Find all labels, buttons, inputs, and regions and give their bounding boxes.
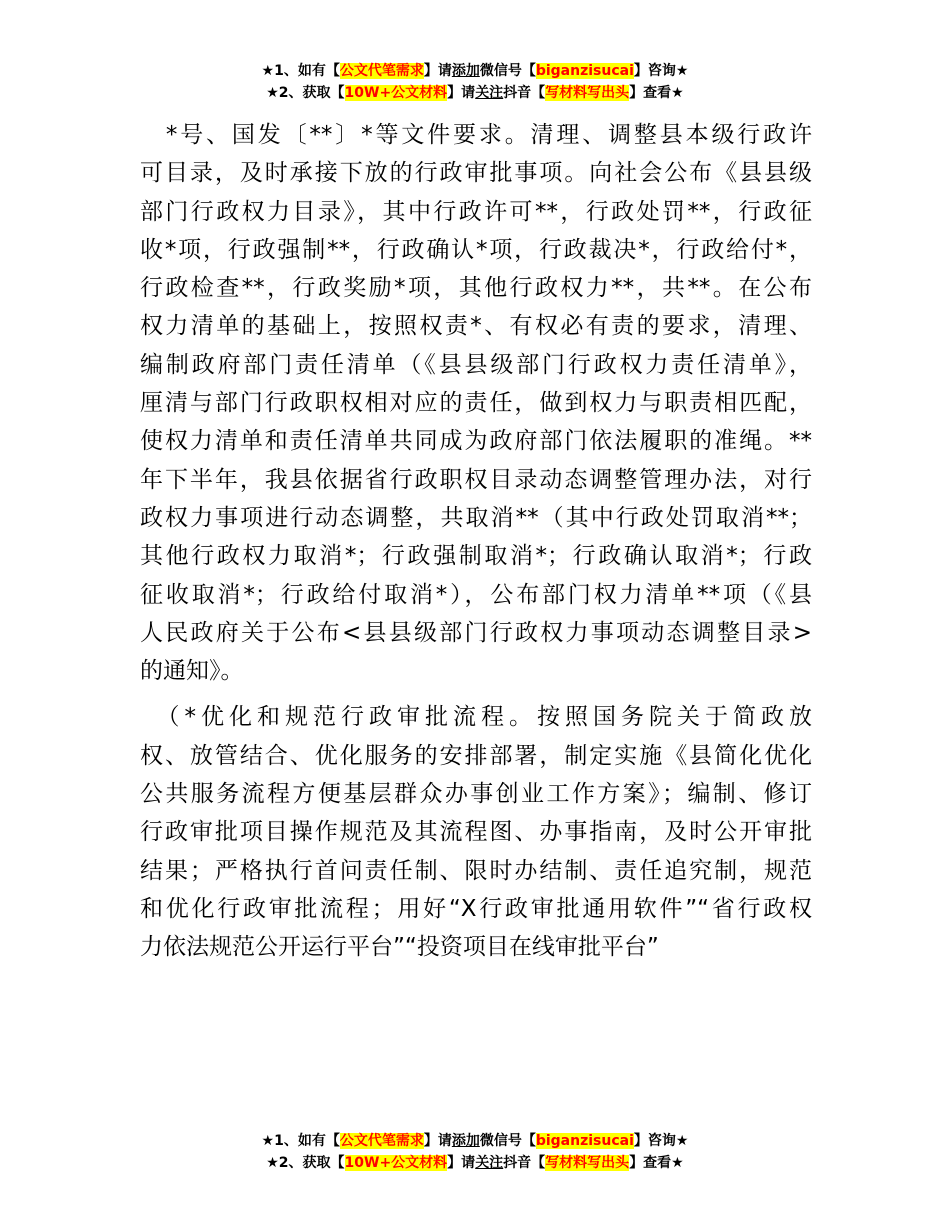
text-line: 权、放管结合、优化服务的安排部署，制定实施《县简化优化 xyxy=(140,742,812,769)
text-line: 可目录，及时承接下放的行政审批事项。向社会公布《县县级 xyxy=(140,160,812,187)
text-line: 结果；严格执行首问责任制、限时办结制、责任追究制，规范 xyxy=(140,857,812,884)
header-banner xyxy=(0,60,950,104)
text-line: 力依法规范公开运行平台”“投资项目在线审批平台” xyxy=(140,934,659,961)
document-body xyxy=(140,116,812,967)
text-line: 公共服务流程方便基层群众办事创业工作方案》；编制、修订 xyxy=(140,781,812,808)
header-banner-line-2: ★2、获取【10W+公文材料】请关注抖音【写材料写出头】查看★ xyxy=(266,85,684,101)
highlight-wechat-id: biganzisucai xyxy=(535,63,634,79)
text-line: 征收取消*；行政给付取消*），公布部门权力清单**项（《县 xyxy=(140,581,812,608)
text-line: 年下半年，我县依据省行政职权目录动态调整管理办法，对行 xyxy=(140,466,812,493)
text-line: 编制政府部门责任清单（《县县级部门行政权力责任清单》， xyxy=(140,351,812,378)
text-line: 政权力事项进行动态调整，共取消**（其中行政处罚取消**； xyxy=(140,504,812,531)
text-line: 部门行政权力目录》，其中行政许可**，行政处罚**，行政征 xyxy=(140,198,812,225)
text-line: 行政审批项目操作规范及其流程图、办事指南，及时公开审批 xyxy=(140,819,812,846)
footer-banner-line-1: ★1、如有【公文代笔需求】请添加微信号【biganzisucai】咨询★ xyxy=(261,1133,689,1149)
highlight-douyin: 写材料写出头 xyxy=(545,85,630,101)
highlight-service: 公文代笔需求 xyxy=(339,1133,424,1149)
highlight-wechat-id: biganzisucai xyxy=(535,1133,634,1149)
highlight-douyin: 写材料写出头 xyxy=(545,1155,630,1171)
highlight-materials: 10W+公文材料 xyxy=(344,85,448,101)
paragraph-2 xyxy=(140,698,812,966)
text-line: 收*项，行政强制**，行政确认*项，行政裁决*，行政给付*， xyxy=(140,236,812,263)
text-line: 其他行政权力取消*；行政强制取消*；行政确认取消*；行政 xyxy=(140,543,812,570)
text-line: 人民政府关于公布<县县级部门行政权力事项动态调整目录> xyxy=(140,619,812,646)
text-line: 厘清与部门行政职权相对应的责任，做到权力与职责相匹配， xyxy=(140,390,812,417)
highlight-materials: 10W+公文材料 xyxy=(344,1155,448,1171)
text-line: *号、国发〔**〕*等文件要求。清理、调整县本级行政许 xyxy=(140,122,812,148)
footer-banner-line-2: ★2、获取【10W+公文材料】请关注抖音【写材料写出头】查看★ xyxy=(266,1155,684,1171)
text-line: 和优化行政审批流程；用好“X行政审批通用软件”“省行政权 xyxy=(140,895,812,922)
text-line: 使权力清单和责任清单共同成为政府部门依法履职的准绳。** xyxy=(140,428,812,455)
footer-banner xyxy=(0,1130,950,1174)
paragraph-1 xyxy=(140,116,812,690)
text-line: 权力清单的基础上，按照权责*、有权必有责的要求，清理、 xyxy=(140,313,812,340)
header-banner-line-1: ★1、如有【公文代笔需求】请添加微信号【biganzisucai】咨询★ xyxy=(261,63,689,79)
text-line: 行政检查**，行政奖励*项，其他行政权力**，共**。在公布 xyxy=(140,275,812,302)
highlight-service: 公文代笔需求 xyxy=(339,63,424,79)
text-line: 的通知》。 xyxy=(140,658,244,685)
text-line: （*优化和规范行政审批流程。按照国务院关于简政放 xyxy=(140,704,812,731)
